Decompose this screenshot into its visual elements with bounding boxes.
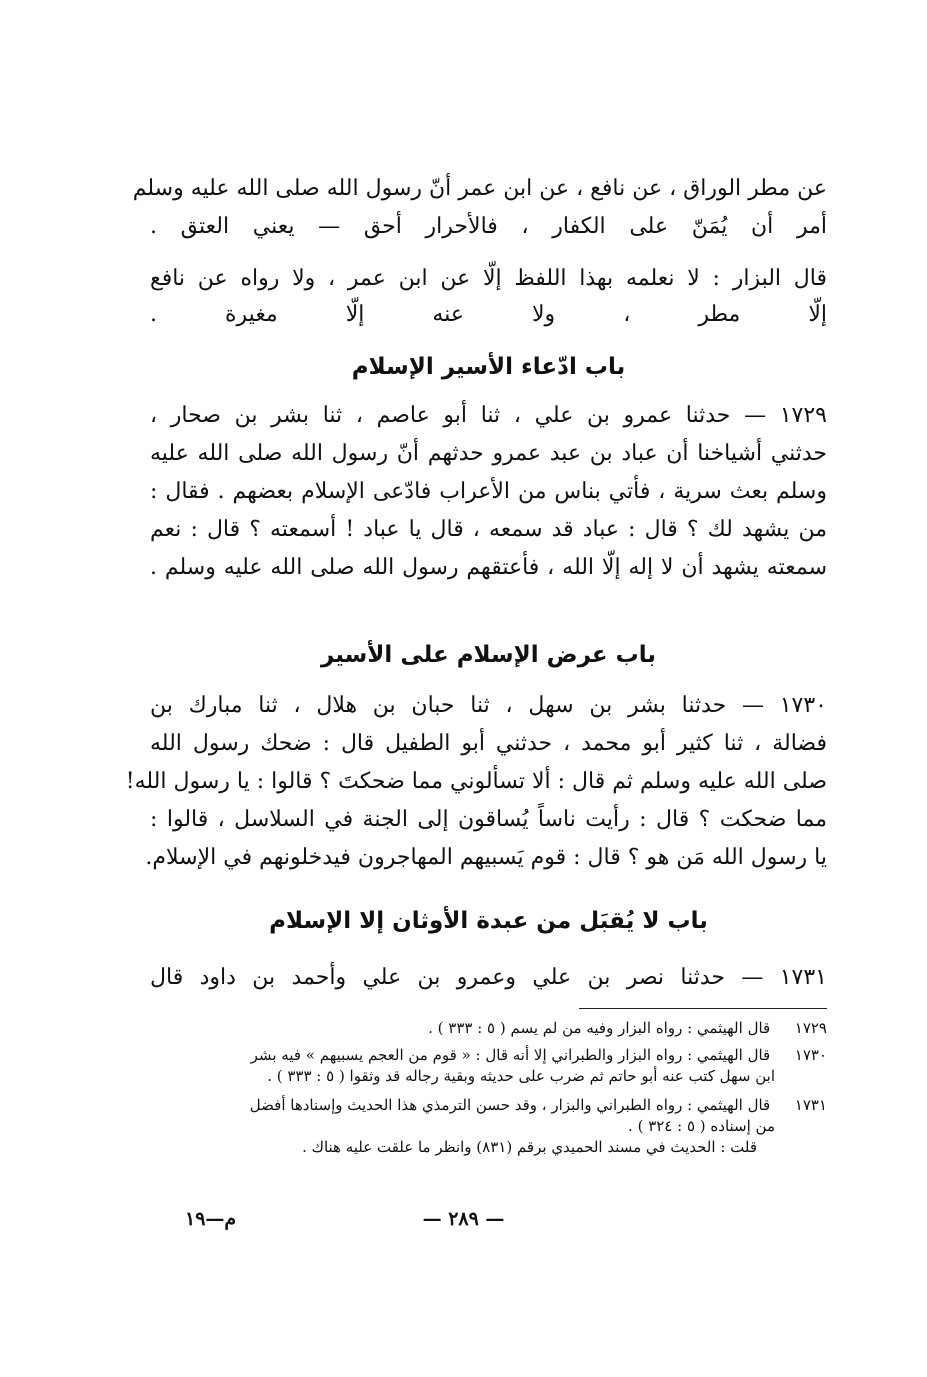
footnotes xyxy=(150,1018,827,1158)
footnote-text: من إسناده ( ٥ : ٣٢٤ ) . xyxy=(628,1117,775,1135)
footnote-text: قال الهيثمي : رواه البزار والطبراني إلا أنه قال : « قوم من العجم يسبيهم » فيه بشر xyxy=(250,1046,771,1064)
text-line: وسلم بعث سرية ، فأتي بناس من الأعراب فادّعى الإسلام بعضهم . فقال : xyxy=(150,479,827,504)
hadith-1729 xyxy=(150,402,827,592)
text-line: قال البزار : لا نعلمه بهذا اللفظ إلّا عن ابن عمر ، ولا رواه عن نافع xyxy=(150,266,827,291)
top-paragraph xyxy=(132,175,827,251)
text-line: سمعته يشهد أن لا إله إلّا الله ، فأعتقهم رسول الله صلى الله عليه وسلم . xyxy=(150,555,827,580)
footnote-number: ١٧٢٩ xyxy=(794,1019,827,1037)
footnote-1731 xyxy=(150,1095,827,1116)
chapter-heading: باب ادّعاء الأسير الإسلام xyxy=(351,354,626,380)
text-line: أمر أن يُمَنّ على الكفار ، فالأحرار أحق — يعني العتق . xyxy=(150,214,827,239)
chapter-heading: باب لا يُقبَل من عبدة الأوثان إلا الإسلام xyxy=(269,908,708,934)
text-line: حدثني أشياخنا أن عباد بن عبد عمرو حدثهم أنّ رسول الله صلى الله عليه xyxy=(150,441,827,466)
text-line: يا رسول الله مَن هو ؟ قال : قوم يَسبيهم المهاجرون فيدخلونهم في الإسلام. xyxy=(145,845,827,870)
footnote-number: ١٧٣١ xyxy=(794,1096,827,1114)
text-line: عن مطر الوراق ، عن نافع ، عن ابن عمر أنّ رسول الله صلى الله عليه وسلم xyxy=(132,176,827,201)
text-line: صلى الله عليه وسلم ثم قال : ألا تسألوني مما ضحكتَ ؟ قالوا : يا رسول الله! xyxy=(125,769,827,794)
page-number: — ٢٨٩ — xyxy=(422,1208,505,1230)
chapter-heading: باب عرض الإسلام على الأسير xyxy=(320,642,657,668)
text-line: ١٧٣١ — حدثنا نصر بن علي وعمرو بن علي وأحمد بن داود قال xyxy=(150,965,827,990)
bazzar-note xyxy=(150,265,827,337)
footnote-text: ابن سهل كتب عنه أبو حاتم ثم ضرب على حديثه وبقية رجاله قد وثقوا ( ٥ : ٣٣٣ ) . xyxy=(267,1067,775,1085)
text-line: ١٧٣٠ — حدثنا بشر بن سهل ، ثنا حبان بن هلال ، ثنا مبارك بن xyxy=(150,693,827,718)
footnote-divider xyxy=(579,1008,827,1009)
footnote-text: قال الهيثمي : رواه الطبراني والبزار ، وقد حسن الترمذي هذا الحديث وإسنادها أفضل xyxy=(249,1096,771,1114)
hadith-1730 xyxy=(125,692,827,882)
signature-mark: م—١٩ xyxy=(185,1208,237,1230)
text-line: مما ضحكت ؟ قال : رأيت ناساً يُساقون إلى الجنة في السلاسل ، قالوا : xyxy=(150,807,827,832)
text-line: فضالة ، ثنا كثير أبو محمد ، حدثني أبو الطفيل قال : ضحك رسول الله xyxy=(150,731,827,756)
text-line: من يشهد لك ؟ قال : عباد قد سمعه ، قال يا عباد ! أسمعته ؟ قال : نعم xyxy=(150,517,827,542)
footnote-number: ١٧٣٠ xyxy=(794,1046,827,1064)
text-line: إلّا مطر ، ولا عنه إلّا مغيرة . xyxy=(150,302,827,327)
hadith-1731 xyxy=(150,964,827,1002)
footnote-text: قال الهيثمي : رواه البزار وفيه من لم يسم ( ٥ : ٣٣٣ ) . xyxy=(428,1019,771,1037)
footnote-1729 xyxy=(150,1018,827,1039)
footnote-1730 xyxy=(150,1045,827,1066)
text-line: ١٧٢٩ — حدثنا عمرو بن علي ، ثنا أبو عاصم ، ثنا بشر بن صحار ، xyxy=(150,403,827,428)
footnote-note: قلت : الحديث في مسند الحميدي برقم (٨٣١) وانظر ما علقت عليه هناك . xyxy=(302,1138,757,1156)
